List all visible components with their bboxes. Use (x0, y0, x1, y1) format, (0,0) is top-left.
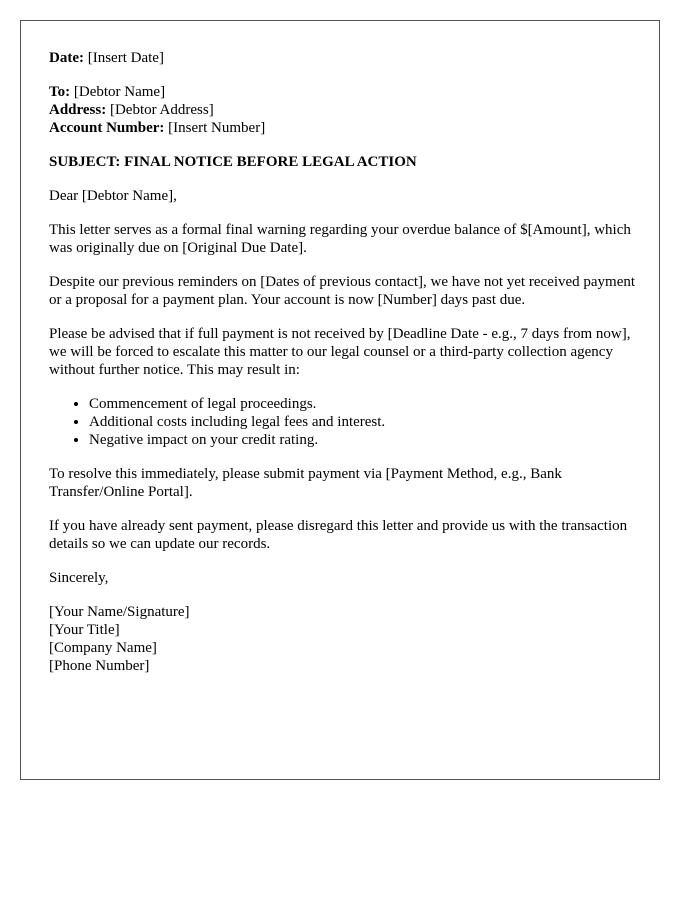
address-label: Address: (49, 102, 107, 118)
date-line (49, 49, 639, 67)
signature-name: [Your Name/Signature] (49, 604, 190, 620)
recipient-block (49, 83, 639, 137)
body-paragraph-4: To resolve this immediately, please submit payment via [Payment Method, e.g., Bank Transfer/Online Portal]. (49, 466, 562, 500)
account-value: [Insert Number] (164, 120, 266, 136)
subject-line: SUBJECT: FINAL NOTICE BEFORE LEGAL ACTION (49, 154, 417, 170)
to-line (49, 83, 639, 101)
signature-company: [Company Name] (49, 640, 157, 656)
to-label: To: (49, 84, 71, 100)
list-item: • Additional costs including legal fees and interest. (89, 413, 639, 431)
signature-phone: [Phone Number] (49, 658, 150, 674)
list-item: • Commencement of legal proceedings. (89, 395, 639, 413)
date-label: Date: (49, 50, 84, 66)
consequences-list (49, 395, 639, 449)
letter-content (49, 49, 639, 691)
letter-page (20, 20, 660, 780)
list-item: • Negative impact on your credit rating. (89, 431, 639, 449)
salutation: Dear [Debtor Name], (49, 188, 177, 204)
body-paragraph-5: If you have already sent payment, please disregard this letter and provide us with the transaction details so we can update our records. (49, 518, 628, 552)
address-line (49, 101, 639, 119)
account-line (49, 119, 639, 137)
closing: Sincerely, (49, 570, 109, 586)
address-value: [Debtor Address] (106, 102, 214, 118)
signature-title: [Your Title] (49, 622, 120, 638)
signature-block (49, 603, 639, 675)
account-label: Account Number: (49, 120, 165, 136)
body-paragraph-1: This letter serves as a formal final warning regarding your overdue balance of $[Amount], which was originally due on [Original Due Date]. (49, 222, 631, 256)
date-value: [Insert Date] (83, 50, 164, 66)
date-block (49, 49, 639, 67)
body-paragraph-3: Please be advised that if full payment is not received by [Deadline Date - e.g., 7 days from now], we will be forced to escalate this matter to our legal counsel or a third-party collection agency without further notice. This may result in: (49, 326, 631, 378)
to-value: [Debtor Name] (70, 84, 166, 100)
body-paragraph-2: Despite our previous reminders on [Dates of previous contact], we have not yet received payment or a proposal for a payment plan. Your account is now [Number] days past due. (49, 274, 636, 308)
